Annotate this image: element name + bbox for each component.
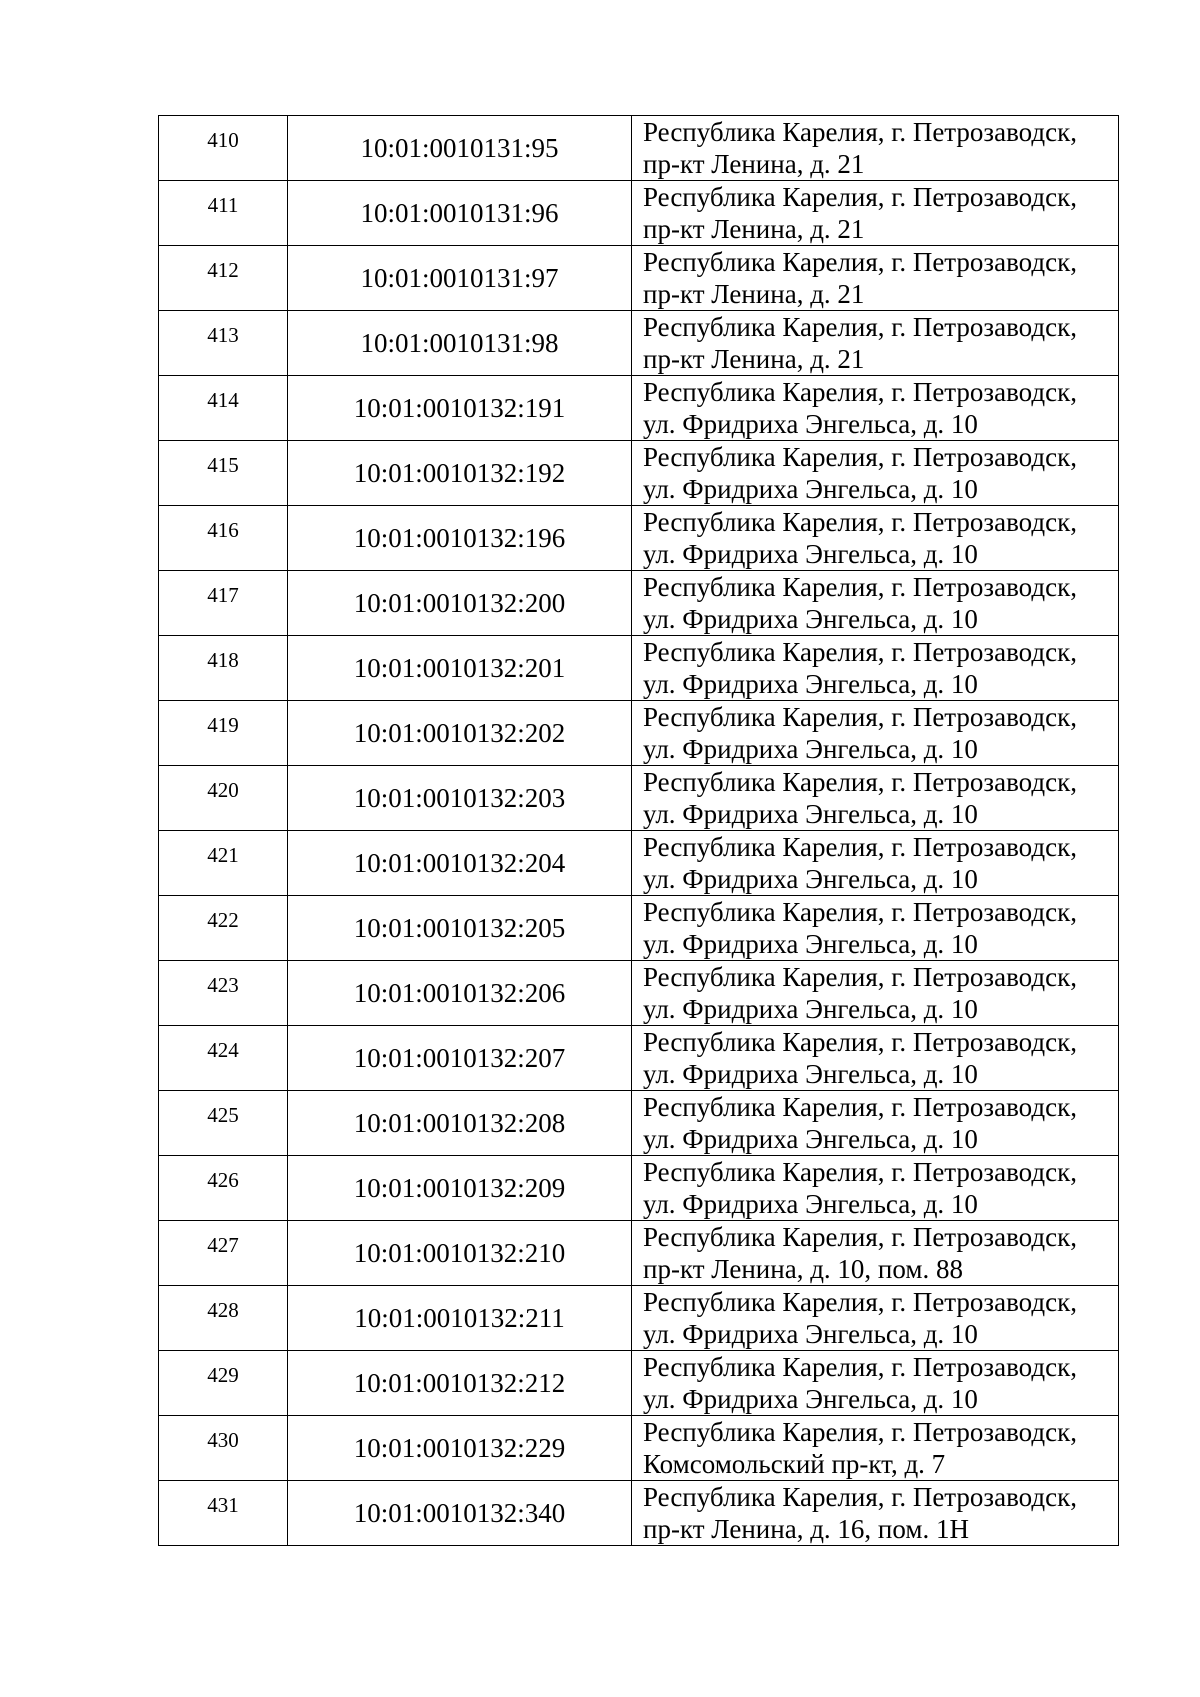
- address-line-region: Республика Карелия, г. Петрозаводск,: [643, 312, 1077, 342]
- table-row: [159, 961, 1119, 1026]
- table-row: [159, 181, 1119, 246]
- address-line-street: пр-кт Ленина, д. 10, пом. 88: [643, 1254, 963, 1284]
- address-line-region: Республика Карелия, г. Петрозаводск,: [643, 1482, 1077, 1512]
- address-line-street: пр-кт Ленина, д. 21: [643, 149, 865, 179]
- address-cell: [632, 506, 1119, 571]
- address-line-region: Республика Карелия, г. Петрозаводск,: [643, 962, 1077, 992]
- address-line-street: ул. Фридриха Энгельса, д. 10: [643, 1319, 978, 1349]
- table-row: [159, 441, 1119, 506]
- row-number-cell: 421: [159, 831, 288, 896]
- cadastral-number-cell: 10:01:0010131:97: [288, 246, 632, 311]
- address-cell: [632, 1351, 1119, 1416]
- table-row: [159, 1351, 1119, 1416]
- address-line-street: пр-кт Ленина, д. 16, пом. 1Н: [643, 1514, 969, 1544]
- table-row: [159, 1221, 1119, 1286]
- address-cell: [632, 1286, 1119, 1351]
- cadastral-number-cell: 10:01:0010132:205: [288, 896, 632, 961]
- row-number-cell: 419: [159, 701, 288, 766]
- address-line-street: пр-кт Ленина, д. 21: [643, 214, 865, 244]
- address-cell: [632, 1416, 1119, 1481]
- table-row: [159, 1481, 1119, 1546]
- address-cell: [632, 961, 1119, 1026]
- address-line-street: пр-кт Ленина, д. 21: [643, 279, 865, 309]
- address-cell: [632, 116, 1119, 181]
- table-row: [159, 1091, 1119, 1156]
- address-line-region: Республика Карелия, г. Петрозаводск,: [643, 1027, 1077, 1057]
- row-number-cell: 422: [159, 896, 288, 961]
- table-row: [159, 1416, 1119, 1481]
- address-cell: [632, 831, 1119, 896]
- registry-table: [158, 115, 1119, 1546]
- address-line-street: ул. Фридриха Энгельса, д. 10: [643, 799, 978, 829]
- row-number-cell: 431: [159, 1481, 288, 1546]
- cadastral-number-cell: 10:01:0010132:203: [288, 766, 632, 831]
- address-cell: [632, 441, 1119, 506]
- registry-table-body: [159, 116, 1119, 1546]
- row-number-cell: 416: [159, 506, 288, 571]
- address-cell: [632, 311, 1119, 376]
- table-row: [159, 246, 1119, 311]
- row-number-cell: 427: [159, 1221, 288, 1286]
- row-number-cell: 412: [159, 246, 288, 311]
- address-cell: [632, 181, 1119, 246]
- address-cell: [632, 571, 1119, 636]
- address-cell: [632, 1026, 1119, 1091]
- cadastral-number-cell: 10:01:0010132:209: [288, 1156, 632, 1221]
- address-line-street: ул. Фридриха Энгельса, д. 10: [643, 669, 978, 699]
- address-line-street: ул. Фридриха Энгельса, д. 10: [643, 474, 978, 504]
- row-number-cell: 413: [159, 311, 288, 376]
- row-number-cell: 417: [159, 571, 288, 636]
- row-number-cell: 423: [159, 961, 288, 1026]
- table-row: [159, 1026, 1119, 1091]
- table-row: [159, 766, 1119, 831]
- table-row: [159, 831, 1119, 896]
- cadastral-number-cell: 10:01:0010132:196: [288, 506, 632, 571]
- table-row: [159, 116, 1119, 181]
- address-line-street: ул. Фридриха Энгельса, д. 10: [643, 409, 978, 439]
- table-row: [159, 1156, 1119, 1221]
- address-line-street: ул. Фридриха Энгельса, д. 10: [643, 929, 978, 959]
- address-line-street: пр-кт Ленина, д. 21: [643, 344, 865, 374]
- address-line-region: Республика Карелия, г. Петрозаводск,: [643, 442, 1077, 472]
- address-line-street: ул. Фридриха Энгельса, д. 10: [643, 1124, 978, 1154]
- address-line-region: Республика Карелия, г. Петрозаводск,: [643, 507, 1077, 537]
- row-number-cell: 429: [159, 1351, 288, 1416]
- address-line-region: Республика Карелия, г. Петрозаводск,: [643, 1417, 1077, 1447]
- row-number-cell: 430: [159, 1416, 288, 1481]
- address-line-region: Республика Карелия, г. Петрозаводск,: [643, 1157, 1077, 1187]
- cadastral-number-cell: 10:01:0010132:206: [288, 961, 632, 1026]
- address-line-region: Республика Карелия, г. Петрозаводск,: [643, 1352, 1077, 1382]
- address-cell: [632, 1221, 1119, 1286]
- address-line-region: Республика Карелия, г. Петрозаводск,: [643, 637, 1077, 667]
- cadastral-number-cell: 10:01:0010132:210: [288, 1221, 632, 1286]
- table-row: [159, 311, 1119, 376]
- row-number-cell: 410: [159, 116, 288, 181]
- cadastral-number-cell: 10:01:0010132:208: [288, 1091, 632, 1156]
- address-line-region: Республика Карелия, г. Петрозаводск,: [643, 572, 1077, 602]
- address-line-street: ул. Фридриха Энгельса, д. 10: [643, 864, 978, 894]
- cadastral-number-cell: 10:01:0010131:96: [288, 181, 632, 246]
- row-number-cell: 418: [159, 636, 288, 701]
- row-number-cell: 420: [159, 766, 288, 831]
- cadastral-number-cell: 10:01:0010132:340: [288, 1481, 632, 1546]
- address-cell: [632, 1091, 1119, 1156]
- address-line-region: Республика Карелия, г. Петрозаводск,: [643, 1287, 1077, 1317]
- address-line-street: ул. Фридриха Энгельса, д. 10: [643, 994, 978, 1024]
- address-cell: [632, 766, 1119, 831]
- address-cell: [632, 246, 1119, 311]
- address-line-region: Республика Карелия, г. Петрозаводск,: [643, 1092, 1077, 1122]
- address-cell: [632, 1481, 1119, 1546]
- row-number-cell: 425: [159, 1091, 288, 1156]
- table-row: [159, 376, 1119, 441]
- cadastral-number-cell: 10:01:0010132:191: [288, 376, 632, 441]
- cadastral-number-cell: 10:01:0010132:201: [288, 636, 632, 701]
- row-number-cell: 414: [159, 376, 288, 441]
- cadastral-number-cell: 10:01:0010132:204: [288, 831, 632, 896]
- address-line-region: Республика Карелия, г. Петрозаводск,: [643, 832, 1077, 862]
- address-line-region: Республика Карелия, г. Петрозаводск,: [643, 702, 1077, 732]
- cadastral-number-cell: 10:01:0010132:200: [288, 571, 632, 636]
- table-row: [159, 636, 1119, 701]
- cadastral-number-cell: 10:01:0010131:98: [288, 311, 632, 376]
- address-line-street: ул. Фридриха Энгельса, д. 10: [643, 734, 978, 764]
- address-line-street: ул. Фридриха Энгельса, д. 10: [643, 604, 978, 634]
- address-line-region: Республика Карелия, г. Петрозаводск,: [643, 1222, 1077, 1252]
- cadastral-number-cell: 10:01:0010132:212: [288, 1351, 632, 1416]
- address-line-region: Республика Карелия, г. Петрозаводск,: [643, 247, 1077, 277]
- row-number-cell: 426: [159, 1156, 288, 1221]
- address-cell: [632, 701, 1119, 766]
- address-line-street: Комсомольский пр-кт, д. 7: [643, 1449, 946, 1479]
- address-line-street: ул. Фридриха Энгельса, д. 10: [643, 1059, 978, 1089]
- address-line-region: Республика Карелия, г. Петрозаводск,: [643, 767, 1077, 797]
- row-number-cell: 415: [159, 441, 288, 506]
- row-number-cell: 428: [159, 1286, 288, 1351]
- table-row: [159, 896, 1119, 961]
- address-cell: [632, 896, 1119, 961]
- address-line-region: Республика Карелия, г. Петрозаводск,: [643, 182, 1077, 212]
- row-number-cell: 411: [159, 181, 288, 246]
- address-line-street: ул. Фридриха Энгельса, д. 10: [643, 539, 978, 569]
- table-row: [159, 506, 1119, 571]
- cadastral-number-cell: 10:01:0010132:229: [288, 1416, 632, 1481]
- address-cell: [632, 376, 1119, 441]
- row-number-cell: 424: [159, 1026, 288, 1091]
- cadastral-number-cell: 10:01:0010132:192: [288, 441, 632, 506]
- address-cell: [632, 636, 1119, 701]
- table-row: [159, 701, 1119, 766]
- address-line-street: ул. Фридриха Энгельса, д. 10: [643, 1189, 978, 1219]
- cadastral-number-cell: 10:01:0010132:211: [288, 1286, 632, 1351]
- address-line-street: ул. Фридриха Энгельса, д. 10: [643, 1384, 978, 1414]
- address-line-region: Республика Карелия, г. Петрозаводск,: [643, 117, 1077, 147]
- cadastral-number-cell: 10:01:0010131:95: [288, 116, 632, 181]
- cadastral-number-cell: 10:01:0010132:207: [288, 1026, 632, 1091]
- address-line-region: Республика Карелия, г. Петрозаводск,: [643, 897, 1077, 927]
- cadastral-number-cell: 10:01:0010132:202: [288, 701, 632, 766]
- table-row: [159, 571, 1119, 636]
- address-cell: [632, 1156, 1119, 1221]
- table-row: [159, 1286, 1119, 1351]
- address-line-region: Республика Карелия, г. Петрозаводск,: [643, 377, 1077, 407]
